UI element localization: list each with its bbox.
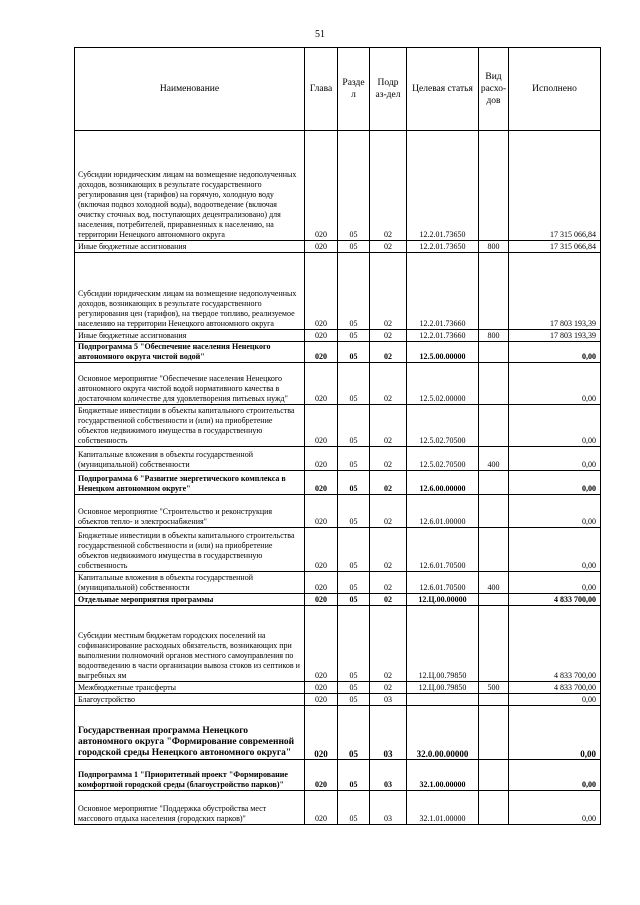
- cell-vid: [479, 405, 509, 447]
- table-row: [75, 528, 601, 572]
- cell-target: 12.2.01.73650: [407, 241, 479, 253]
- cell-executed: 0,00: [509, 791, 601, 825]
- table-row: [75, 594, 601, 606]
- table-row: [75, 760, 601, 791]
- header-glava: Глава: [305, 48, 338, 131]
- page-number: 51: [315, 29, 325, 40]
- cell-target: 12.Ц.00.00000: [407, 594, 479, 606]
- cell-executed: 0,00: [509, 342, 601, 363]
- cell-name: Бюджетные инвестиции в объекты капитального строительства государственной собственности и (или) на приобретение объектов недвижимого имущества в государственную собственность: [75, 528, 305, 572]
- cell-name: Капитальные вложения в объекты государственной (муниципальной) собственности: [75, 447, 305, 471]
- cell-executed: 4 833 700,00: [509, 606, 601, 682]
- cell-glava: 020: [305, 363, 338, 405]
- cell-razdel: 05: [338, 241, 370, 253]
- cell-target: 12.5.02.70500: [407, 405, 479, 447]
- cell-glava: 020: [305, 791, 338, 825]
- cell-glava: 020: [305, 330, 338, 342]
- cell-vid: 800: [479, 241, 509, 253]
- cell-vid: 400: [479, 572, 509, 594]
- cell-executed: 4 833 700,00: [509, 594, 601, 606]
- cell-executed: 0,00: [509, 760, 601, 791]
- cell-name: Субсидии местным бюджетам городских поселений на софинансирование расходных обязательств, возникающих при выполнении полномочий органов местного самоуправления по водоотведению в части организации вывоза стоков из септиков и выгребных ям: [75, 606, 305, 682]
- cell-razdel: 05: [338, 495, 370, 528]
- cell-target: 32.0.00.00000: [407, 706, 479, 760]
- table-row: [75, 363, 601, 405]
- header-executed: Исполнено: [509, 48, 601, 131]
- header-razdel: Разде л: [338, 48, 370, 131]
- cell-vid: [479, 528, 509, 572]
- cell-podrazdel: 02: [370, 606, 407, 682]
- table-row: [75, 706, 601, 760]
- cell-razdel: 05: [338, 342, 370, 363]
- table-body: [75, 131, 601, 825]
- cell-podrazdel: 03: [370, 760, 407, 791]
- cell-glava: 020: [305, 241, 338, 253]
- cell-target: 12.5.00.00000: [407, 342, 479, 363]
- cell-vid: [479, 760, 509, 791]
- cell-target: 12.6.01.70500: [407, 528, 479, 572]
- cell-vid: 500: [479, 682, 509, 694]
- cell-target: 12.Ц.00.79850: [407, 682, 479, 694]
- table-row: [75, 495, 601, 528]
- cell-podrazdel: 03: [370, 791, 407, 825]
- cell-glava: 020: [305, 682, 338, 694]
- cell-name: Субсидии юридическим лицам на возмещение недополученных доходов, возникающих в результате государственного регулирования цен (тарифов), на твердое топливо, реализуемое населению на территории Ненецкого автономного округа: [75, 253, 305, 330]
- cell-name: Основное мероприятие "Строительство и реконструкция объектов тепло- и электроснабжения": [75, 495, 305, 528]
- table-row: [75, 241, 601, 253]
- table-row: [75, 791, 601, 825]
- cell-vid: 800: [479, 330, 509, 342]
- cell-vid: [479, 495, 509, 528]
- cell-executed: 17 315 066,84: [509, 241, 601, 253]
- cell-podrazdel: 02: [370, 253, 407, 330]
- cell-name: Государственная программа Ненецкого автономного округа "Формирование современной городской среды Ненецкого автономного округа": [75, 706, 305, 760]
- cell-vid: [479, 606, 509, 682]
- cell-executed: 0,00: [509, 363, 601, 405]
- cell-executed: 0,00: [509, 405, 601, 447]
- cell-executed: 0,00: [509, 471, 601, 495]
- cell-vid: [479, 694, 509, 706]
- cell-glava: 020: [305, 342, 338, 363]
- table-row: [75, 253, 601, 330]
- cell-podrazdel: 02: [370, 241, 407, 253]
- table-row: [75, 682, 601, 694]
- cell-target: 12.2.01.73660: [407, 253, 479, 330]
- cell-target: 12.Ц.00.79850: [407, 606, 479, 682]
- cell-vid: [479, 594, 509, 606]
- cell-target: [407, 694, 479, 706]
- cell-glava: 020: [305, 495, 338, 528]
- cell-razdel: 05: [338, 572, 370, 594]
- cell-name: Иные бюджетные ассигнования: [75, 241, 305, 253]
- cell-razdel: 05: [338, 760, 370, 791]
- cell-name: Отдельные мероприятия программы: [75, 594, 305, 606]
- cell-executed: 0,00: [509, 528, 601, 572]
- cell-podrazdel: 02: [370, 528, 407, 572]
- cell-razdel: 05: [338, 253, 370, 330]
- cell-name: Субсидии юридическим лицам на возмещение недополученных доходов, возникающих в результате государственного регулирования цен (тарифов) на горячую, холодную воду (включая подвоз холодной воды), водоотведение (включая очистку сточных вод, поступающих децентрализовано) для населения, потребителей, приравненных к населению, на территории Ненецкого автономного округа: [75, 131, 305, 241]
- cell-razdel: 05: [338, 330, 370, 342]
- cell-glava: 020: [305, 253, 338, 330]
- header-podrazdel: Подр аз-дел: [370, 48, 407, 131]
- cell-target: 12.5.02.70500: [407, 447, 479, 471]
- table-row: [75, 131, 601, 241]
- cell-name: Капитальные вложения в объекты государственной (муниципальной) собственности: [75, 572, 305, 594]
- table-row: [75, 471, 601, 495]
- table-row: [75, 694, 601, 706]
- cell-target: 32.1.01.00000: [407, 791, 479, 825]
- cell-name: Благоустройство: [75, 694, 305, 706]
- cell-glava: 020: [305, 594, 338, 606]
- cell-vid: 400: [479, 447, 509, 471]
- cell-target: 12.6.01.70500: [407, 572, 479, 594]
- cell-razdel: 05: [338, 363, 370, 405]
- cell-glava: 020: [305, 131, 338, 241]
- cell-executed: 0,00: [509, 495, 601, 528]
- table-row: [75, 606, 601, 682]
- cell-executed: 0,00: [509, 572, 601, 594]
- cell-target: 32.1.00.00000: [407, 760, 479, 791]
- cell-razdel: 05: [338, 528, 370, 572]
- cell-podrazdel: 02: [370, 330, 407, 342]
- cell-razdel: 05: [338, 694, 370, 706]
- cell-podrazdel: 02: [370, 572, 407, 594]
- cell-name: Межбюджетные трансферты: [75, 682, 305, 694]
- header-vid: Вид расхо-дов: [479, 48, 509, 131]
- cell-podrazdel: 02: [370, 495, 407, 528]
- cell-vid: [479, 253, 509, 330]
- cell-target: 12.6.01.00000: [407, 495, 479, 528]
- cell-glava: 020: [305, 447, 338, 471]
- cell-glava: 020: [305, 760, 338, 791]
- cell-executed: 17 803 193,39: [509, 253, 601, 330]
- cell-glava: 020: [305, 528, 338, 572]
- cell-executed: 17 315 066,84: [509, 131, 601, 241]
- table-row: [75, 330, 601, 342]
- cell-name: Основное мероприятие "Обеспечение населения Ненецкого автономного округа чистой водой нормативного качества в достаточном количестве для удовлетворения питьевых нужд": [75, 363, 305, 405]
- cell-target: 12.5.02.00000: [407, 363, 479, 405]
- table-row: [75, 342, 601, 363]
- cell-executed: 0,00: [509, 694, 601, 706]
- cell-vid: [479, 342, 509, 363]
- cell-vid: [479, 131, 509, 241]
- cell-glava: 020: [305, 694, 338, 706]
- cell-podrazdel: 02: [370, 342, 407, 363]
- cell-podrazdel: 03: [370, 694, 407, 706]
- cell-podrazdel: 02: [370, 471, 407, 495]
- cell-name: Подпрограмма 5 "Обеспечение населения Ненецкого автономного округа чистой водой": [75, 342, 305, 363]
- table-row: [75, 405, 601, 447]
- cell-name: Основное мероприятие "Поддержка обустройства мест массового отдыха населения (городских парков)": [75, 791, 305, 825]
- cell-podrazdel: 02: [370, 363, 407, 405]
- cell-podrazdel: 02: [370, 682, 407, 694]
- cell-name: Подпрограмма 1 "Приоритетный проект "Формирование комфортной городской среды (благоустройство парков)": [75, 760, 305, 791]
- table-row: [75, 447, 601, 471]
- cell-razdel: 05: [338, 682, 370, 694]
- table-header-row: [75, 48, 601, 131]
- cell-glava: 020: [305, 572, 338, 594]
- cell-name: Подпрограмма 6 "Развитие энергетического комплекса в Ненецком автономном округе": [75, 471, 305, 495]
- cell-razdel: 05: [338, 606, 370, 682]
- cell-executed: 4 833 700,00: [509, 682, 601, 694]
- cell-podrazdel: 02: [370, 405, 407, 447]
- cell-executed: 17 803 193,39: [509, 330, 601, 342]
- cell-glava: 020: [305, 606, 338, 682]
- cell-target: 12.2.01.73660: [407, 330, 479, 342]
- cell-razdel: 05: [338, 131, 370, 241]
- header-target: Целевая статья: [407, 48, 479, 131]
- cell-podrazdel: 03: [370, 706, 407, 760]
- cell-name: Иные бюджетные ассигнования: [75, 330, 305, 342]
- cell-target: 12.2.01.73650: [407, 131, 479, 241]
- cell-podrazdel: 02: [370, 447, 407, 471]
- header-name: Наименование: [75, 48, 305, 131]
- cell-executed: 0,00: [509, 706, 601, 760]
- cell-executed: 0,00: [509, 447, 601, 471]
- cell-name: Бюджетные инвестиции в объекты капитального строительства государственной собственности и (или) на приобретение объектов недвижимого имущества в государственную собственность: [75, 405, 305, 447]
- cell-razdel: 05: [338, 447, 370, 471]
- cell-podrazdel: 02: [370, 131, 407, 241]
- cell-razdel: 05: [338, 706, 370, 760]
- cell-podrazdel: 02: [370, 594, 407, 606]
- budget-table: [74, 47, 601, 825]
- cell-razdel: 05: [338, 405, 370, 447]
- cell-glava: 020: [305, 471, 338, 495]
- cell-glava: 020: [305, 405, 338, 447]
- cell-vid: [479, 706, 509, 760]
- cell-razdel: 05: [338, 791, 370, 825]
- cell-glava: 020: [305, 706, 338, 760]
- cell-target: 12.6.00.00000: [407, 471, 479, 495]
- cell-razdel: 05: [338, 471, 370, 495]
- cell-vid: [479, 791, 509, 825]
- cell-vid: [479, 471, 509, 495]
- table-row: [75, 572, 601, 594]
- cell-razdel: 05: [338, 594, 370, 606]
- cell-vid: [479, 363, 509, 405]
